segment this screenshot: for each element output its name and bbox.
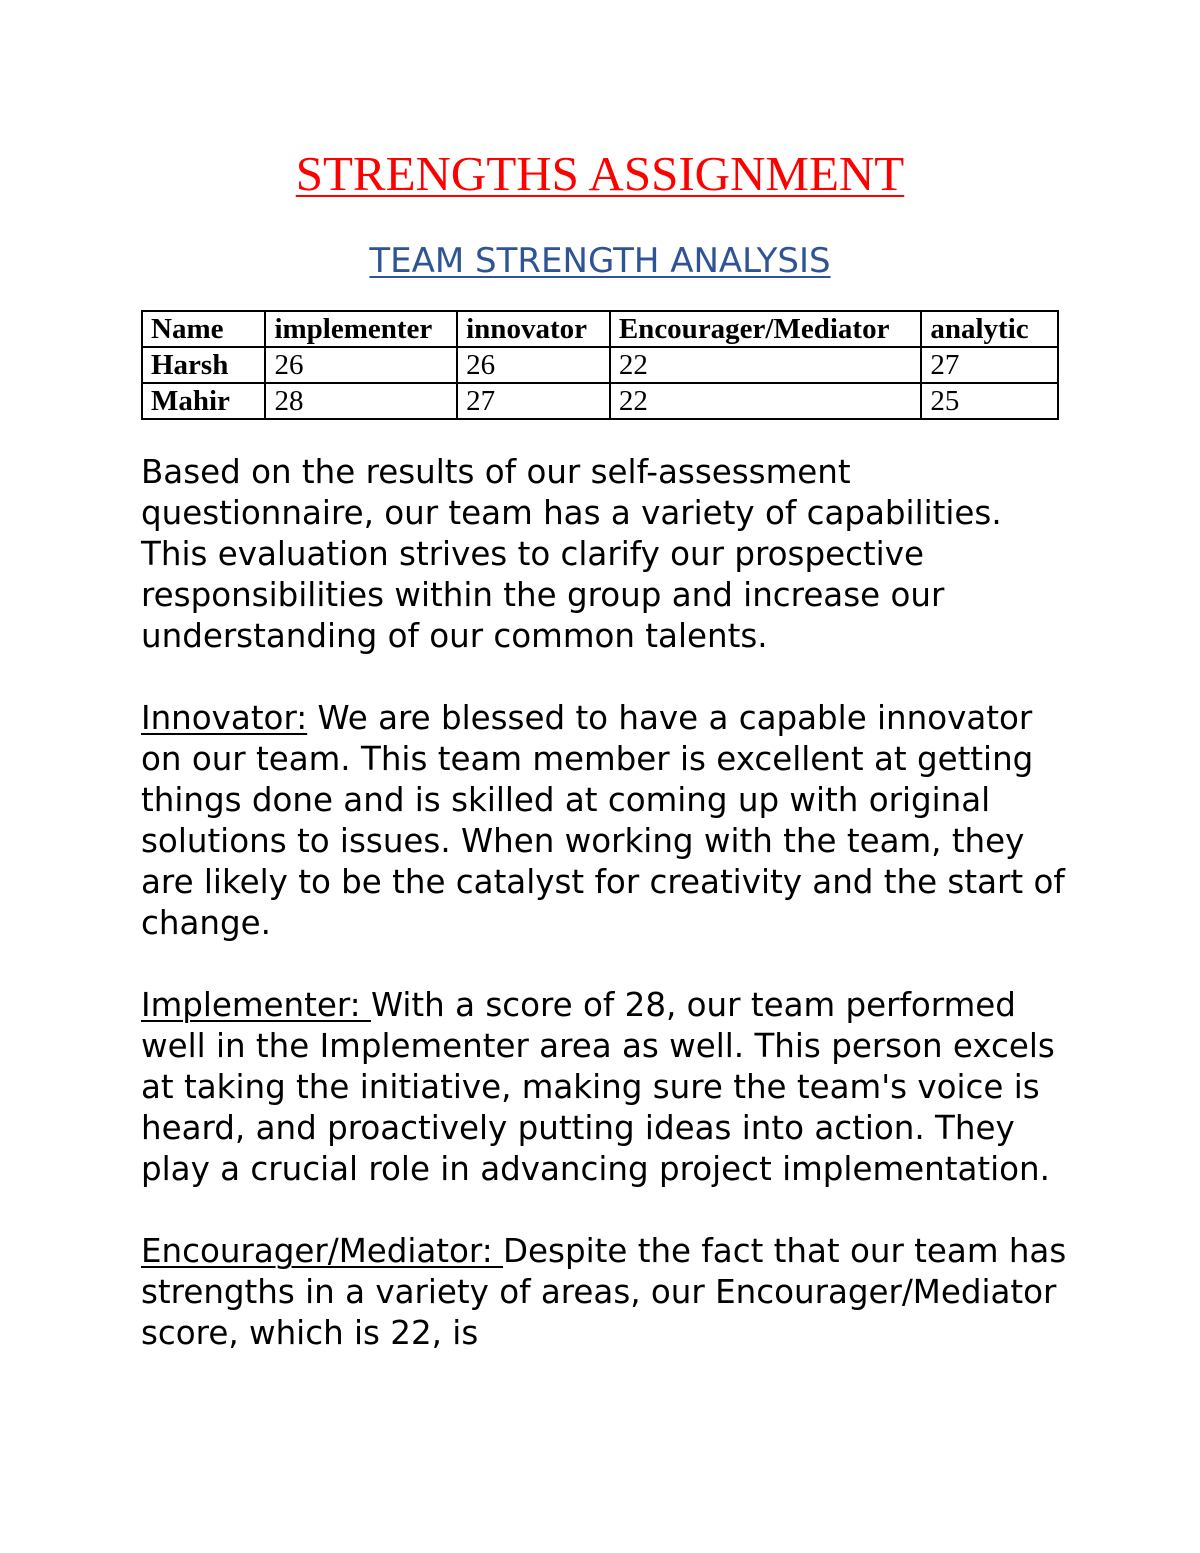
implementer-paragraph [141, 985, 1071, 1190]
encourager-paragraph [141, 1231, 1071, 1354]
table-header-row [142, 311, 1058, 347]
cell-encourager-mediator: 22 [610, 347, 922, 383]
cell-innovator: 27 [457, 383, 610, 419]
team-strength-table [141, 310, 1059, 420]
cell-implementer: 28 [265, 383, 457, 419]
encourager-label: Encourager/Mediator: [141, 1232, 504, 1270]
intro-paragraph: Based on the results of our self-assessment questionnaire, our team has a variety of capabilities. This evaluation strives to clarify our prospective responsibilities within the group and increase our understanding of our common talents. [141, 453, 1002, 655]
cell-name: Harsh [142, 347, 265, 383]
table-row [142, 347, 1058, 383]
encourager-text: Despite the fact that our team has strengths in a variety of areas, our Encourager/Mediator score, which is 22, is [141, 1232, 1067, 1352]
innovator-text: We are blessed to have a capable innovator on our team. This team member is excellent at getting things done and is skilled at coming up with original solutions to issues. When working with the team, they are likely to be the catalyst for creativity and the start of change. [141, 699, 1065, 942]
header-encourager-mediator: Encourager/Mediator [610, 311, 922, 347]
document-title: STRENGTHS ASSIGNMENT [295, 146, 905, 201]
cell-innovator: 26 [457, 347, 610, 383]
cell-analytic: 27 [921, 347, 1058, 383]
table-row [142, 383, 1058, 419]
header-implementer: implementer [265, 311, 457, 347]
header-name: Name [142, 311, 265, 347]
innovator-label: Innovator: [141, 699, 308, 737]
innovator-paragraph [141, 698, 1071, 944]
cell-analytic: 25 [921, 383, 1058, 419]
implementer-text: With a score of 28, our team performed well in the Implementer area as well. This person excels at taking the initiative, making sure the team's voice is heard, and proactively putting ideas into action. They play a crucial role in advancing project implementation. [141, 986, 1055, 1188]
cell-name: Mahir [142, 383, 265, 419]
cell-encourager-mediator: 22 [610, 383, 922, 419]
cell-implementer: 26 [265, 347, 457, 383]
header-analytic: analytic [921, 311, 1058, 347]
implementer-label: Implementer: [141, 986, 371, 1024]
document-body [141, 452, 1071, 1395]
document-subtitle: TEAM STRENGTH ANALYSIS [369, 241, 831, 281]
header-innovator: innovator [457, 311, 610, 347]
